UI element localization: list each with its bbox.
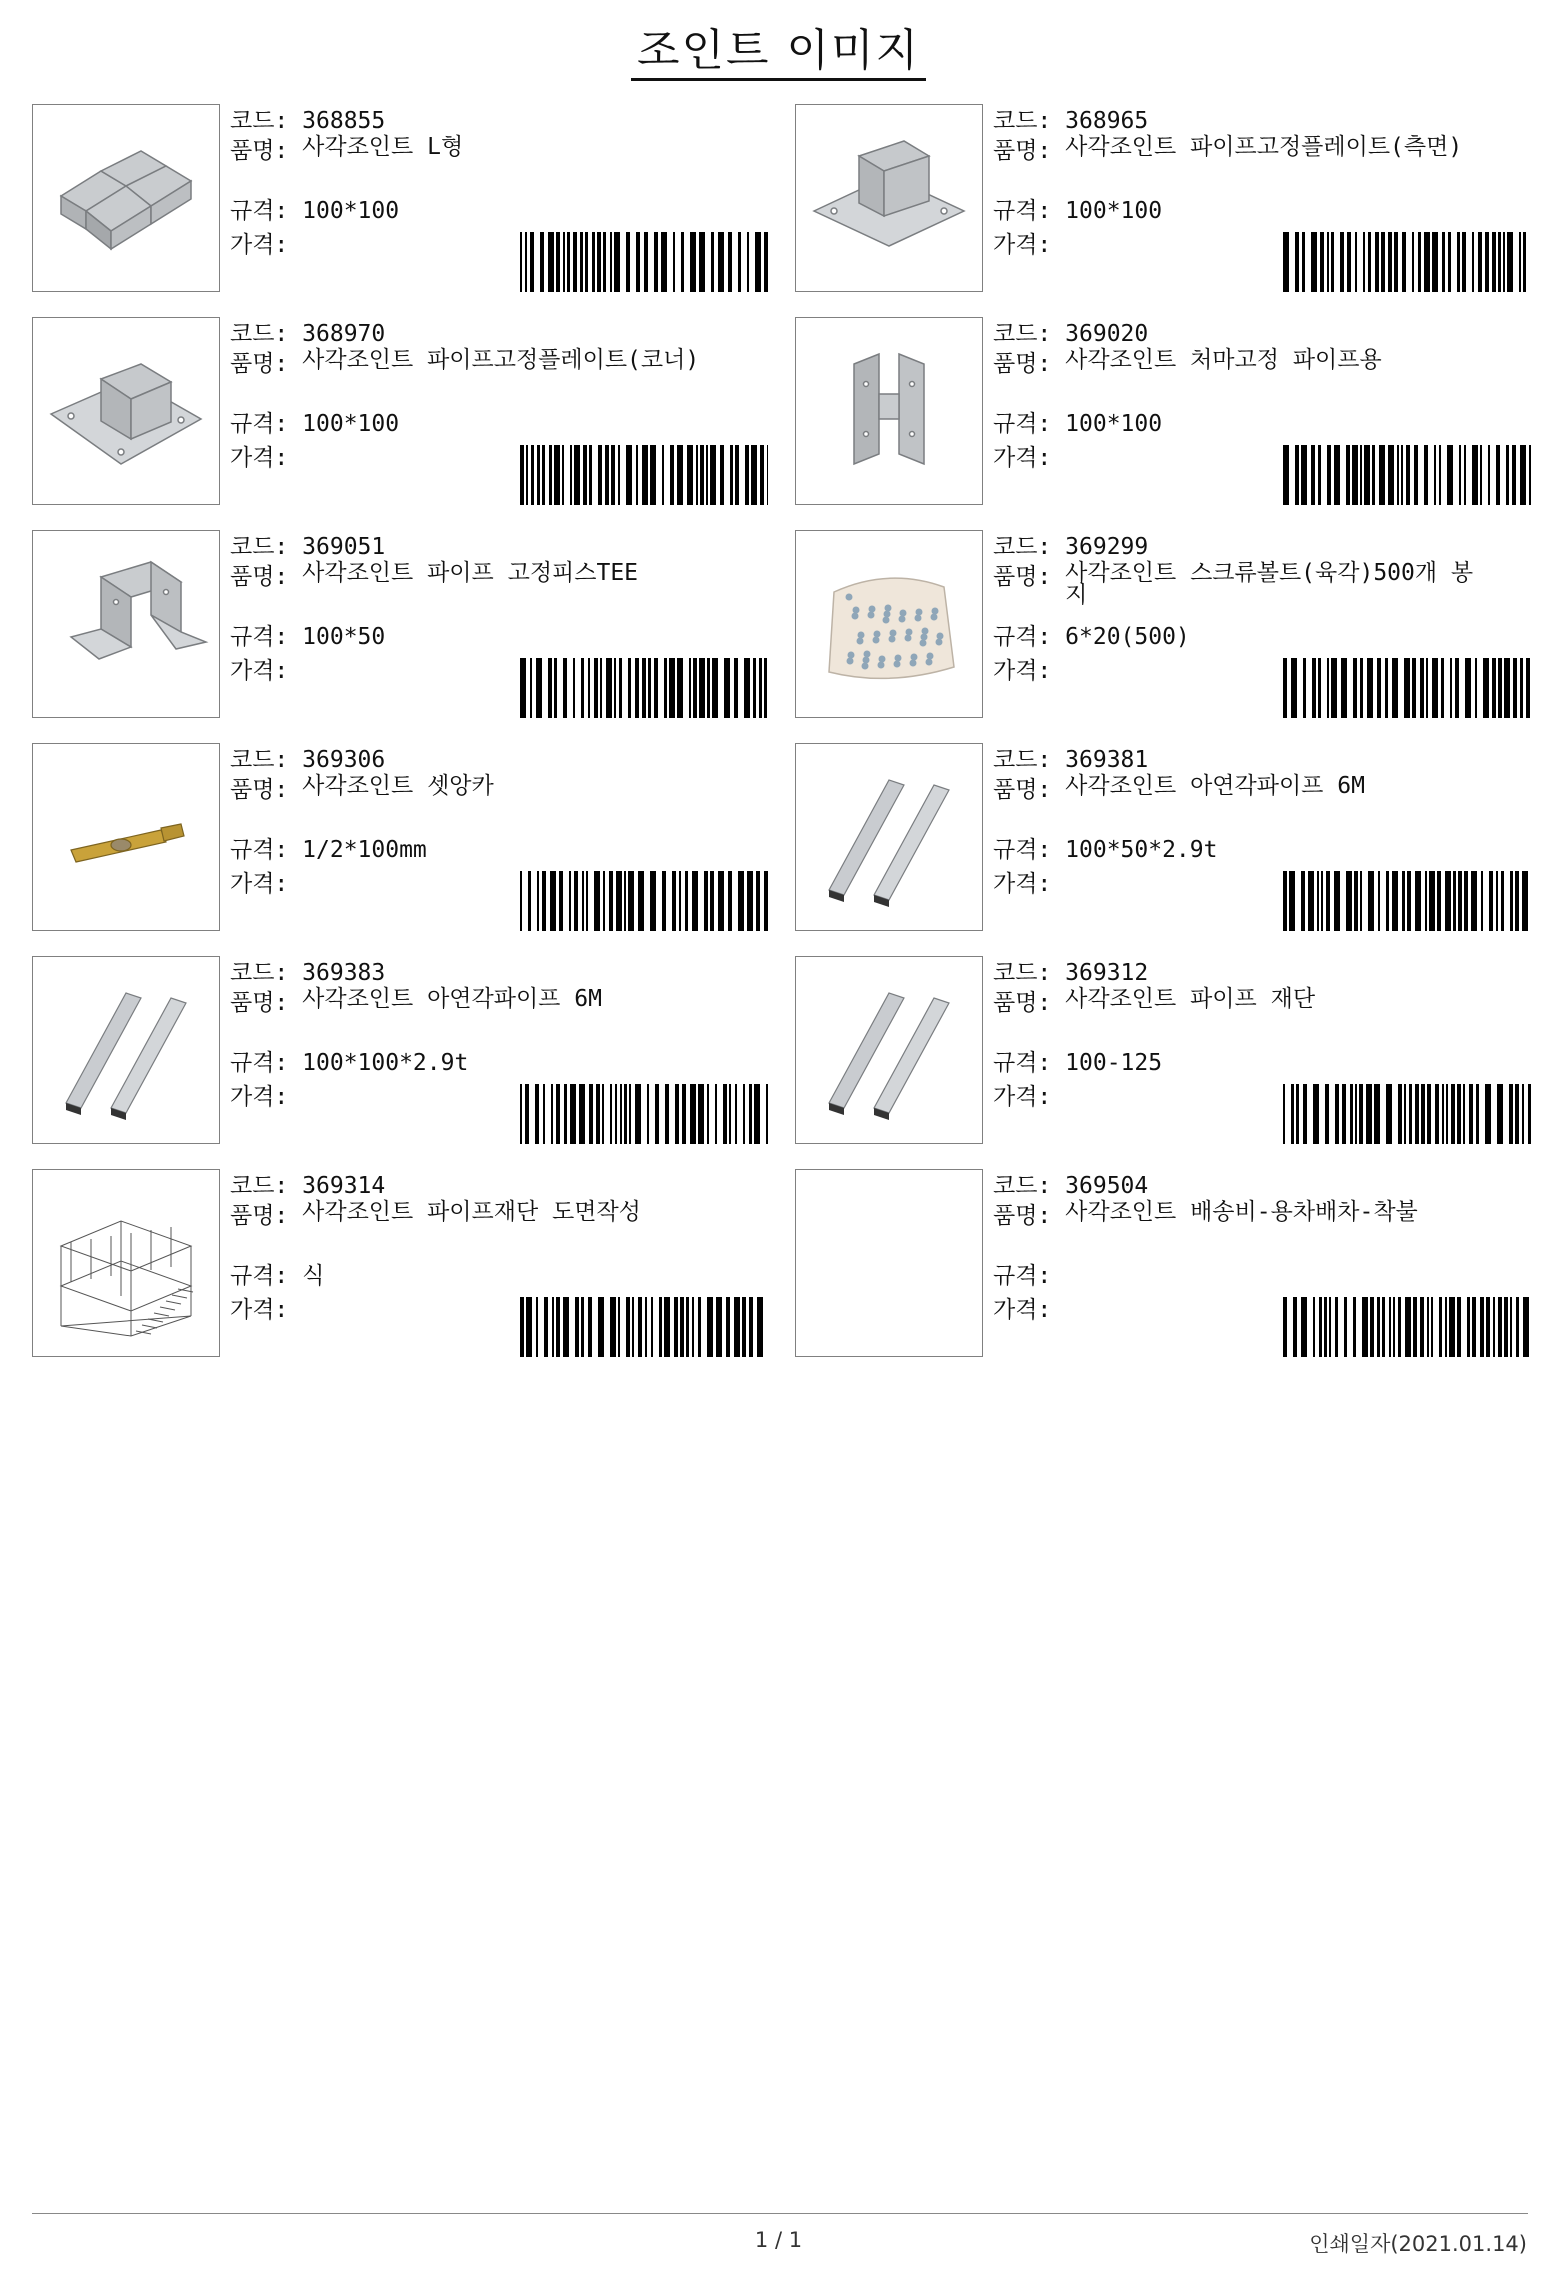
price-label: 가격: — [993, 1297, 1052, 1323]
barcode — [520, 658, 768, 718]
spec-row — [993, 622, 1190, 652]
product-image — [795, 743, 983, 931]
code-label: 코드: — [993, 534, 1052, 560]
product-card — [795, 530, 1535, 720]
code-label: 코드: — [230, 960, 289, 986]
code-row — [230, 1171, 790, 1201]
spec-label: 규격: — [230, 198, 289, 224]
barcode — [1283, 1084, 1531, 1144]
barcode — [1283, 232, 1531, 292]
price-label: 가격: — [230, 871, 289, 897]
name-value: 사각조인트 셋앙카 — [302, 773, 494, 799]
price-row — [993, 1082, 1051, 1112]
name-row — [230, 349, 790, 379]
name-row — [230, 988, 790, 1018]
product-card — [32, 530, 772, 720]
price-row — [230, 1295, 288, 1325]
name-value: 사각조인트 파이프 재단 — [1065, 986, 1316, 1012]
spec-label: 규격: — [230, 624, 289, 650]
page-number: 1 / 1 — [754, 2228, 803, 2252]
spec-label: 규격: — [230, 837, 289, 863]
code-value: 369051 — [302, 534, 386, 560]
product-image — [795, 317, 983, 505]
barcode — [520, 445, 768, 505]
product-card — [795, 104, 1535, 294]
name-row — [993, 560, 1553, 608]
name-label: 품명: — [993, 777, 1052, 803]
spec-value: 100*50 — [302, 624, 386, 650]
product-image — [795, 104, 983, 292]
structure-drawing-icon — [41, 1176, 211, 1350]
name-value: 사각조인트 배송비-용차배차-착불 — [1065, 1199, 1418, 1225]
code-row — [993, 1171, 1553, 1201]
square-pipe-icon — [804, 750, 974, 924]
code-label: 코드: — [993, 960, 1052, 986]
corner-plate-icon — [41, 324, 211, 498]
code-row — [230, 745, 790, 775]
screw-bag-icon — [804, 537, 974, 711]
code-label: 코드: — [993, 108, 1052, 134]
code-value: 369020 — [1065, 321, 1149, 347]
barcode — [1283, 1297, 1531, 1357]
price-row — [993, 230, 1051, 260]
code-label: 코드: — [230, 1173, 289, 1199]
price-row — [230, 443, 288, 473]
price-row — [993, 869, 1051, 899]
name-label: 품명: — [993, 351, 1052, 377]
name-label: 품명: — [993, 564, 1052, 590]
code-value: 368970 — [302, 321, 386, 347]
spec-label: 규격: — [230, 1263, 289, 1289]
spec-label: 규격: — [230, 1050, 289, 1076]
price-label: 가격: — [230, 1084, 289, 1110]
spec-row — [230, 196, 399, 226]
spec-row — [230, 409, 399, 439]
spec-value: 100-125 — [1065, 1050, 1163, 1076]
spec-label: 규격: — [993, 1263, 1052, 1289]
spec-row — [993, 1048, 1162, 1078]
name-value: 사각조인트 파이프 고정피스TEE — [302, 560, 639, 586]
product-image — [795, 530, 983, 718]
price-row — [230, 656, 288, 686]
name-label: 품명: — [230, 990, 289, 1016]
spec-label: 규격: — [993, 198, 1052, 224]
name-label: 품명: — [993, 990, 1052, 1016]
code-row — [993, 745, 1553, 775]
product-image — [32, 1169, 220, 1357]
anchor-bolt-icon — [41, 750, 211, 924]
footer-divider — [32, 2213, 1528, 2214]
side-plate-icon — [804, 111, 974, 285]
spec-row — [230, 1261, 324, 1291]
name-value: 사각조인트 아연각파이프 6M — [1065, 773, 1365, 799]
price-row — [230, 869, 288, 899]
barcode — [1283, 445, 1531, 505]
code-label: 코드: — [230, 108, 289, 134]
code-label: 코드: — [230, 534, 289, 560]
name-row — [230, 775, 790, 805]
spec-row — [993, 409, 1162, 439]
name-label: 품명: — [230, 138, 289, 164]
square-pipe-icon — [804, 963, 974, 1137]
spec-value: 100*50*2.9t — [1065, 837, 1218, 863]
code-value: 369504 — [1065, 1173, 1149, 1199]
price-row — [230, 230, 288, 260]
name-row — [993, 988, 1553, 1018]
code-value: 369381 — [1065, 747, 1149, 773]
product-image — [795, 1169, 983, 1357]
price-label: 가격: — [230, 232, 289, 258]
spec-label: 규격: — [230, 411, 289, 437]
price-label: 가격: — [230, 658, 289, 684]
name-row — [230, 1201, 790, 1231]
product-card — [32, 1169, 772, 1359]
tee-bracket-icon — [41, 537, 211, 711]
barcode — [520, 1084, 768, 1144]
price-row — [993, 656, 1051, 686]
price-label: 가격: — [993, 445, 1052, 471]
price-row — [230, 1082, 288, 1112]
code-row — [993, 106, 1553, 136]
code-value: 369383 — [302, 960, 386, 986]
code-row — [993, 532, 1553, 562]
code-label: 코드: — [993, 321, 1052, 347]
spec-label: 규격: — [993, 411, 1052, 437]
spec-value: 100*100*2.9t — [302, 1050, 469, 1076]
code-label: 코드: — [230, 747, 289, 773]
code-label: 코드: — [993, 1173, 1052, 1199]
name-label: 품명: — [230, 1203, 289, 1229]
product-image — [795, 956, 983, 1144]
spec-value: 100*100 — [1065, 198, 1163, 224]
name-row — [993, 136, 1553, 166]
name-value: 사각조인트 파이프고정플레이트(코너) — [302, 347, 700, 373]
code-row — [230, 319, 790, 349]
spec-row — [230, 835, 427, 865]
name-label: 품명: — [230, 351, 289, 377]
spec-label: 규격: — [993, 624, 1052, 650]
product-card — [32, 956, 772, 1146]
price-row — [993, 443, 1051, 473]
name-label: 품명: — [993, 138, 1052, 164]
code-row — [230, 532, 790, 562]
code-value: 369314 — [302, 1173, 386, 1199]
spec-row — [230, 622, 385, 652]
spec-value: 100*100 — [302, 198, 400, 224]
spec-label: 규격: — [993, 1050, 1052, 1076]
name-value: 사각조인트 스크류볼트(육각)500개 봉 지 — [1065, 560, 1474, 608]
code-row — [230, 106, 790, 136]
name-row — [993, 349, 1553, 379]
code-label: 코드: — [993, 747, 1052, 773]
square-pipe-icon — [41, 963, 211, 1137]
spec-value: 식 — [302, 1263, 325, 1289]
name-row — [230, 562, 790, 592]
code-value: 369299 — [1065, 534, 1149, 560]
code-row — [993, 958, 1553, 988]
name-value: 사각조인트 처마고정 파이프용 — [1065, 347, 1382, 373]
name-label: 품명: — [230, 777, 289, 803]
product-image — [32, 530, 220, 718]
name-row — [993, 775, 1553, 805]
product-image — [32, 317, 220, 505]
spec-row — [993, 835, 1217, 865]
name-value: 사각조인트 아연각파이프 6M — [302, 986, 602, 1012]
code-row — [993, 319, 1553, 349]
price-label: 가격: — [230, 445, 289, 471]
eave-bracket-icon — [804, 324, 974, 498]
product-card — [795, 956, 1535, 1146]
product-card — [32, 104, 772, 294]
barcode — [520, 1297, 768, 1357]
barcode — [520, 232, 768, 292]
code-label: 코드: — [230, 321, 289, 347]
code-value: 368965 — [1065, 108, 1149, 134]
spec-row — [993, 196, 1162, 226]
name-value: 사각조인트 파이프재단 도면작성 — [302, 1199, 641, 1225]
name-label: 품명: — [993, 1203, 1052, 1229]
code-row — [230, 958, 790, 988]
spec-label: 규격: — [993, 837, 1052, 863]
price-label: 가격: — [993, 658, 1052, 684]
spec-row — [993, 1261, 1051, 1291]
l-joint-icon — [41, 111, 211, 285]
name-value: 사각조인트 파이프고정플레이트(측면) — [1065, 134, 1463, 160]
page-title: 조인트 이미지 — [0, 14, 1557, 78]
product-card — [32, 743, 772, 933]
name-row — [993, 1201, 1553, 1231]
price-label: 가격: — [993, 1084, 1052, 1110]
code-value: 369312 — [1065, 960, 1149, 986]
barcode — [520, 871, 768, 931]
product-image — [32, 956, 220, 1144]
price-label: 가격: — [993, 871, 1052, 897]
product-card — [795, 317, 1535, 507]
price-row — [993, 1295, 1051, 1325]
product-card — [32, 317, 772, 507]
name-row — [230, 136, 790, 166]
product-image — [32, 743, 220, 931]
spec-value: 100*100 — [302, 411, 400, 437]
product-image — [32, 104, 220, 292]
barcode — [1283, 658, 1531, 718]
spec-row — [230, 1048, 468, 1078]
name-value: 사각조인트 L형 — [302, 134, 464, 160]
code-value: 368855 — [302, 108, 386, 134]
price-label: 가격: — [993, 232, 1052, 258]
spec-value: 1/2*100mm — [302, 837, 427, 863]
barcode — [1283, 871, 1531, 931]
spec-value: 6*20(500) — [1065, 624, 1190, 650]
spec-value: 100*100 — [1065, 411, 1163, 437]
code-value: 369306 — [302, 747, 386, 773]
print-date: 인쇄일자(2021.01.14) — [1309, 2232, 1527, 2256]
product-card — [795, 743, 1535, 933]
name-label: 품명: — [230, 564, 289, 590]
price-label: 가격: — [230, 1297, 289, 1323]
product-card — [795, 1169, 1535, 1359]
